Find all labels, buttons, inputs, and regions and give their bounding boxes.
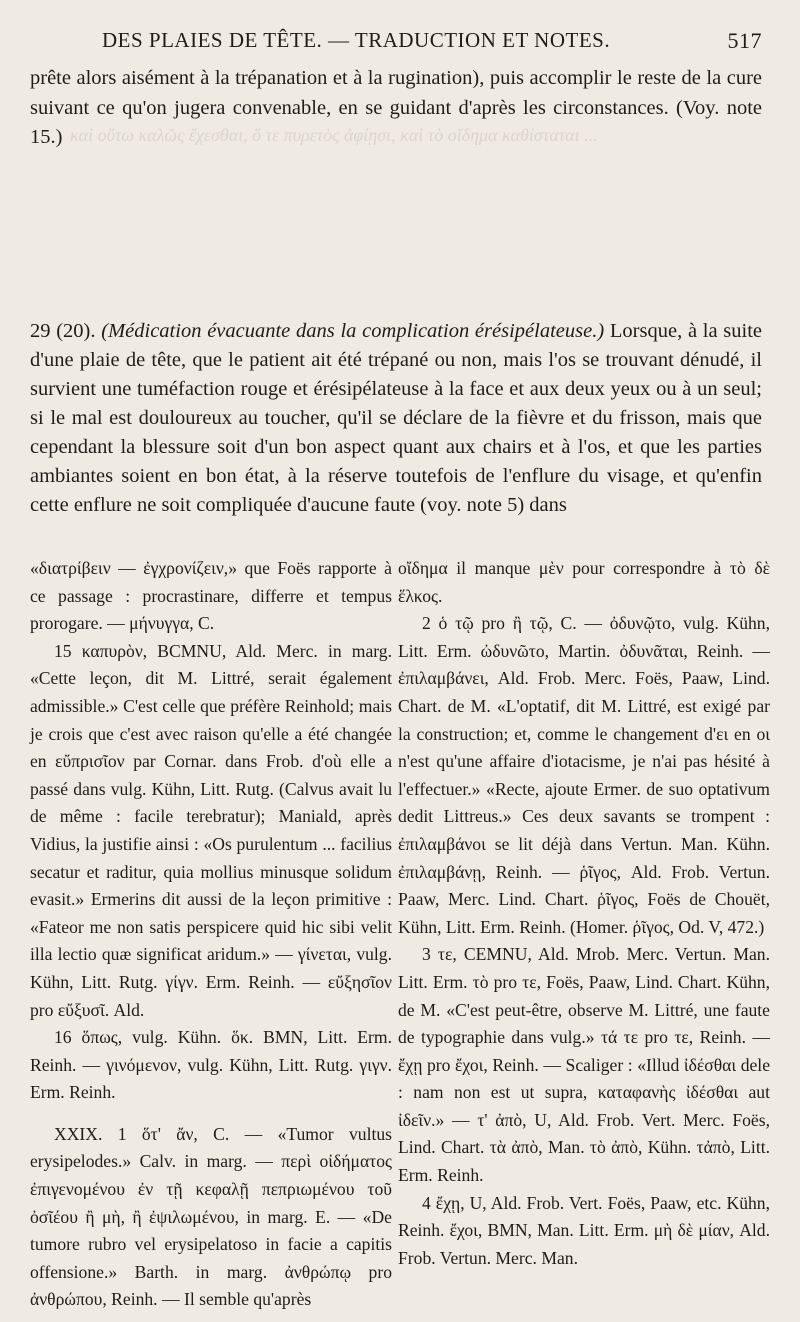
notes-column-right	[398, 555, 770, 1272]
note-4: 4 ἔχῃ, U, Ald. Frob. Vert. Foës, Paaw, etc. Kühn, Reinh. ἔχοι, BMN, Man. Litt. Erm. μὴ δὲ μίαν, Ald. Frob. Vertun. Merc. Man.	[398, 1192, 770, 1268]
section-29-paragraph	[30, 317, 762, 520]
page-number: 517	[727, 28, 762, 53]
section-number: 29 (20).	[30, 320, 96, 342]
header-title: DES PLAIES DE TÊTE. — TRADUCTION ET NOTES.	[102, 28, 611, 52]
running-header	[30, 28, 770, 58]
note-16: 16 ὅπως, vulg. Kühn. ὅκ. BMN, Litt. Erm. Reinh. — γινόμενον, vulg. Kühn, Litt. Rutg. γιγν. Erm. Reinh.	[30, 1027, 392, 1103]
note-paragraph: «διατρίβειν — ἐγχρονίζειν,» que Foës rapporte à ce passage : procrastinare, differre et tempus prorogare. — μήνυγγα, C.	[30, 558, 392, 634]
notes-column-left	[30, 555, 392, 1314]
continuation-paragraph	[30, 64, 762, 153]
note-paragraph: οἴδημα il manque μὲν pour correspondre à τὸ δὲ ἕλκος.	[398, 558, 770, 606]
note-xxix-1: XXIX. 1 ὅτ' ἄν, C. — «Tumor vultus erysipelodes.» Calv. in marg. — περὶ οἰδήματος ἐπιγενομένου ἐν τῇ κεφαλῇ πεπριωμένου τοῦ ὀσῖέου ἢ μὴ, ἢ ἐψιλωμένου, in marg. E. — «De tumore rubro vel erysipelatoso in facie a capitis offensione.» Barth. in marg. ἀνθρώπῳ pro ἀνθρώπου, Reinh. — Il semble qu'après	[30, 1123, 392, 1310]
section-label: (Médication évacuante dans la complication érésipélateuse.)	[101, 320, 605, 342]
note-3: 3 τε, CEMNU, Ald. Mrob. Merc. Vertun. Man. Litt. Erm. τὸ pro τε, Foës, Paaw, Lind. Chart. Kühn, de M. «C'est peut-être, observe M. Littré, une faute de typographie dans vulg.» τά τε pro τε, Reinh. — ἔχῃ pro ἔχοι, Reinh. — Scaliger : «Illud ἰδέσθαι dele : nam non est ut supra, καταφανὴς ἰδέσθαι aut ἰδεῖν.» — τ' ἀπὸ, U, Ald. Frob. Vert. Merc. Foës, Lind. Chart. τὰ ἀπὸ, Man. τὸ ἀπὸ, Kühn. τἀπὸ, Litt. Erm. Reinh.	[398, 944, 770, 1186]
note-15: 15 καπυρὸν, BCMNU, Ald. Merc. in marg. «Cette leçon, dit M. Littré, serait également admissible.» C'est celle que préfère Reinhold; mais je crois que c'est avec raison qu'elle a été changée en εὔπρισῖον par Cornar. dans Frob. d'où elle a passé dans vulg. Kühn, Litt. Rutg. (Calvus avait lu de même : facile terebratur); Manіald, après Vidius, la justifie ainsi : «Os purulentum ... facilius secatur et raditur, quia mollius minusque solidum evasit.» Ermerins dit aussi de la leçon primitive : «Fateor me non satis perspicere quid hic sibi velit illa lectio quæ significat aridum.» — γίνεται, vulg. Kühn, Litt. Rutg. γίγν. Erm. Reinh. — εὔξησῖον pro εὔξυσῖ. Ald.	[30, 640, 392, 1020]
section-29	[30, 317, 762, 520]
continuation-text: prête alors aisément à la trépanation et à la rugination), puis accomplir le reste de la cure suivant ce qu'on jugera convenable, en se guidant d'après les circonstances. (Voy. note 15.)	[30, 67, 762, 148]
section-text: Lorsque, à la suite d'une plaie de tête, que le patient ait été trépané ou non, mais l'os se trouvant dénudé, il survient une tuméfaction rouge et érésipélateuse à la face et aux deux yeux ou à un seul; si le mal est douloureux au toucher, qu'il se déclare de la fièvre et du frisson, mais que cependant la blessure soit d'un bon aspect quant aux chairs et à l'os, et que les parties ambiantes soient en bon état, à la réserve toutefois de l'enflure du visage, et qu'enfin cette enflure ne soit compliquée d'aucune faute (voy. note 5) dans	[30, 320, 763, 516]
note-2: 2 ὁ τῷ pro ἢ τῷ, C. — ὀδυνῷτο, vulg. Kühn, Litt. Erm. ὠδυνῶτο, Martin. ὀδυνᾶται, Reinh. — ἐπιλαμβάνει, Ald. Frob. Merc. Foës, Paaw, Lind. Chart. de M. «L'optatif, dit M. Littré, est exigé par la construction; et, comme le changement d'ει en οι n'est qu'une affaire d'iotacisme, je n'ai pas hésité à l'effectuer.» «Recte, ajoute Ermer. de suo optativum dedit Littreus.» Ces deux savants se trompent : ἐπιλαμβάνοι se lit déjà dans Vertun. Man. Kühn. ἐπιλαμβάνῃ, Reinh. — ῥῖγος, Ald. Frob. Vertun. Paaw, Merc. Lind. Chart. ῥῖγος, Foës de Chouët, Kühn, Litt. Erm. Reinh. (Homer. ῥῖγος, Od. V, 472.)	[398, 613, 770, 937]
bleed-through-text: καὶ οὕτω καλῶς ἔχεσθαι, ὅ τε πυρετὸς ἀφίῃσι, καὶ τὸ οἴδημα καθίσταται ...	[70, 125, 598, 145]
